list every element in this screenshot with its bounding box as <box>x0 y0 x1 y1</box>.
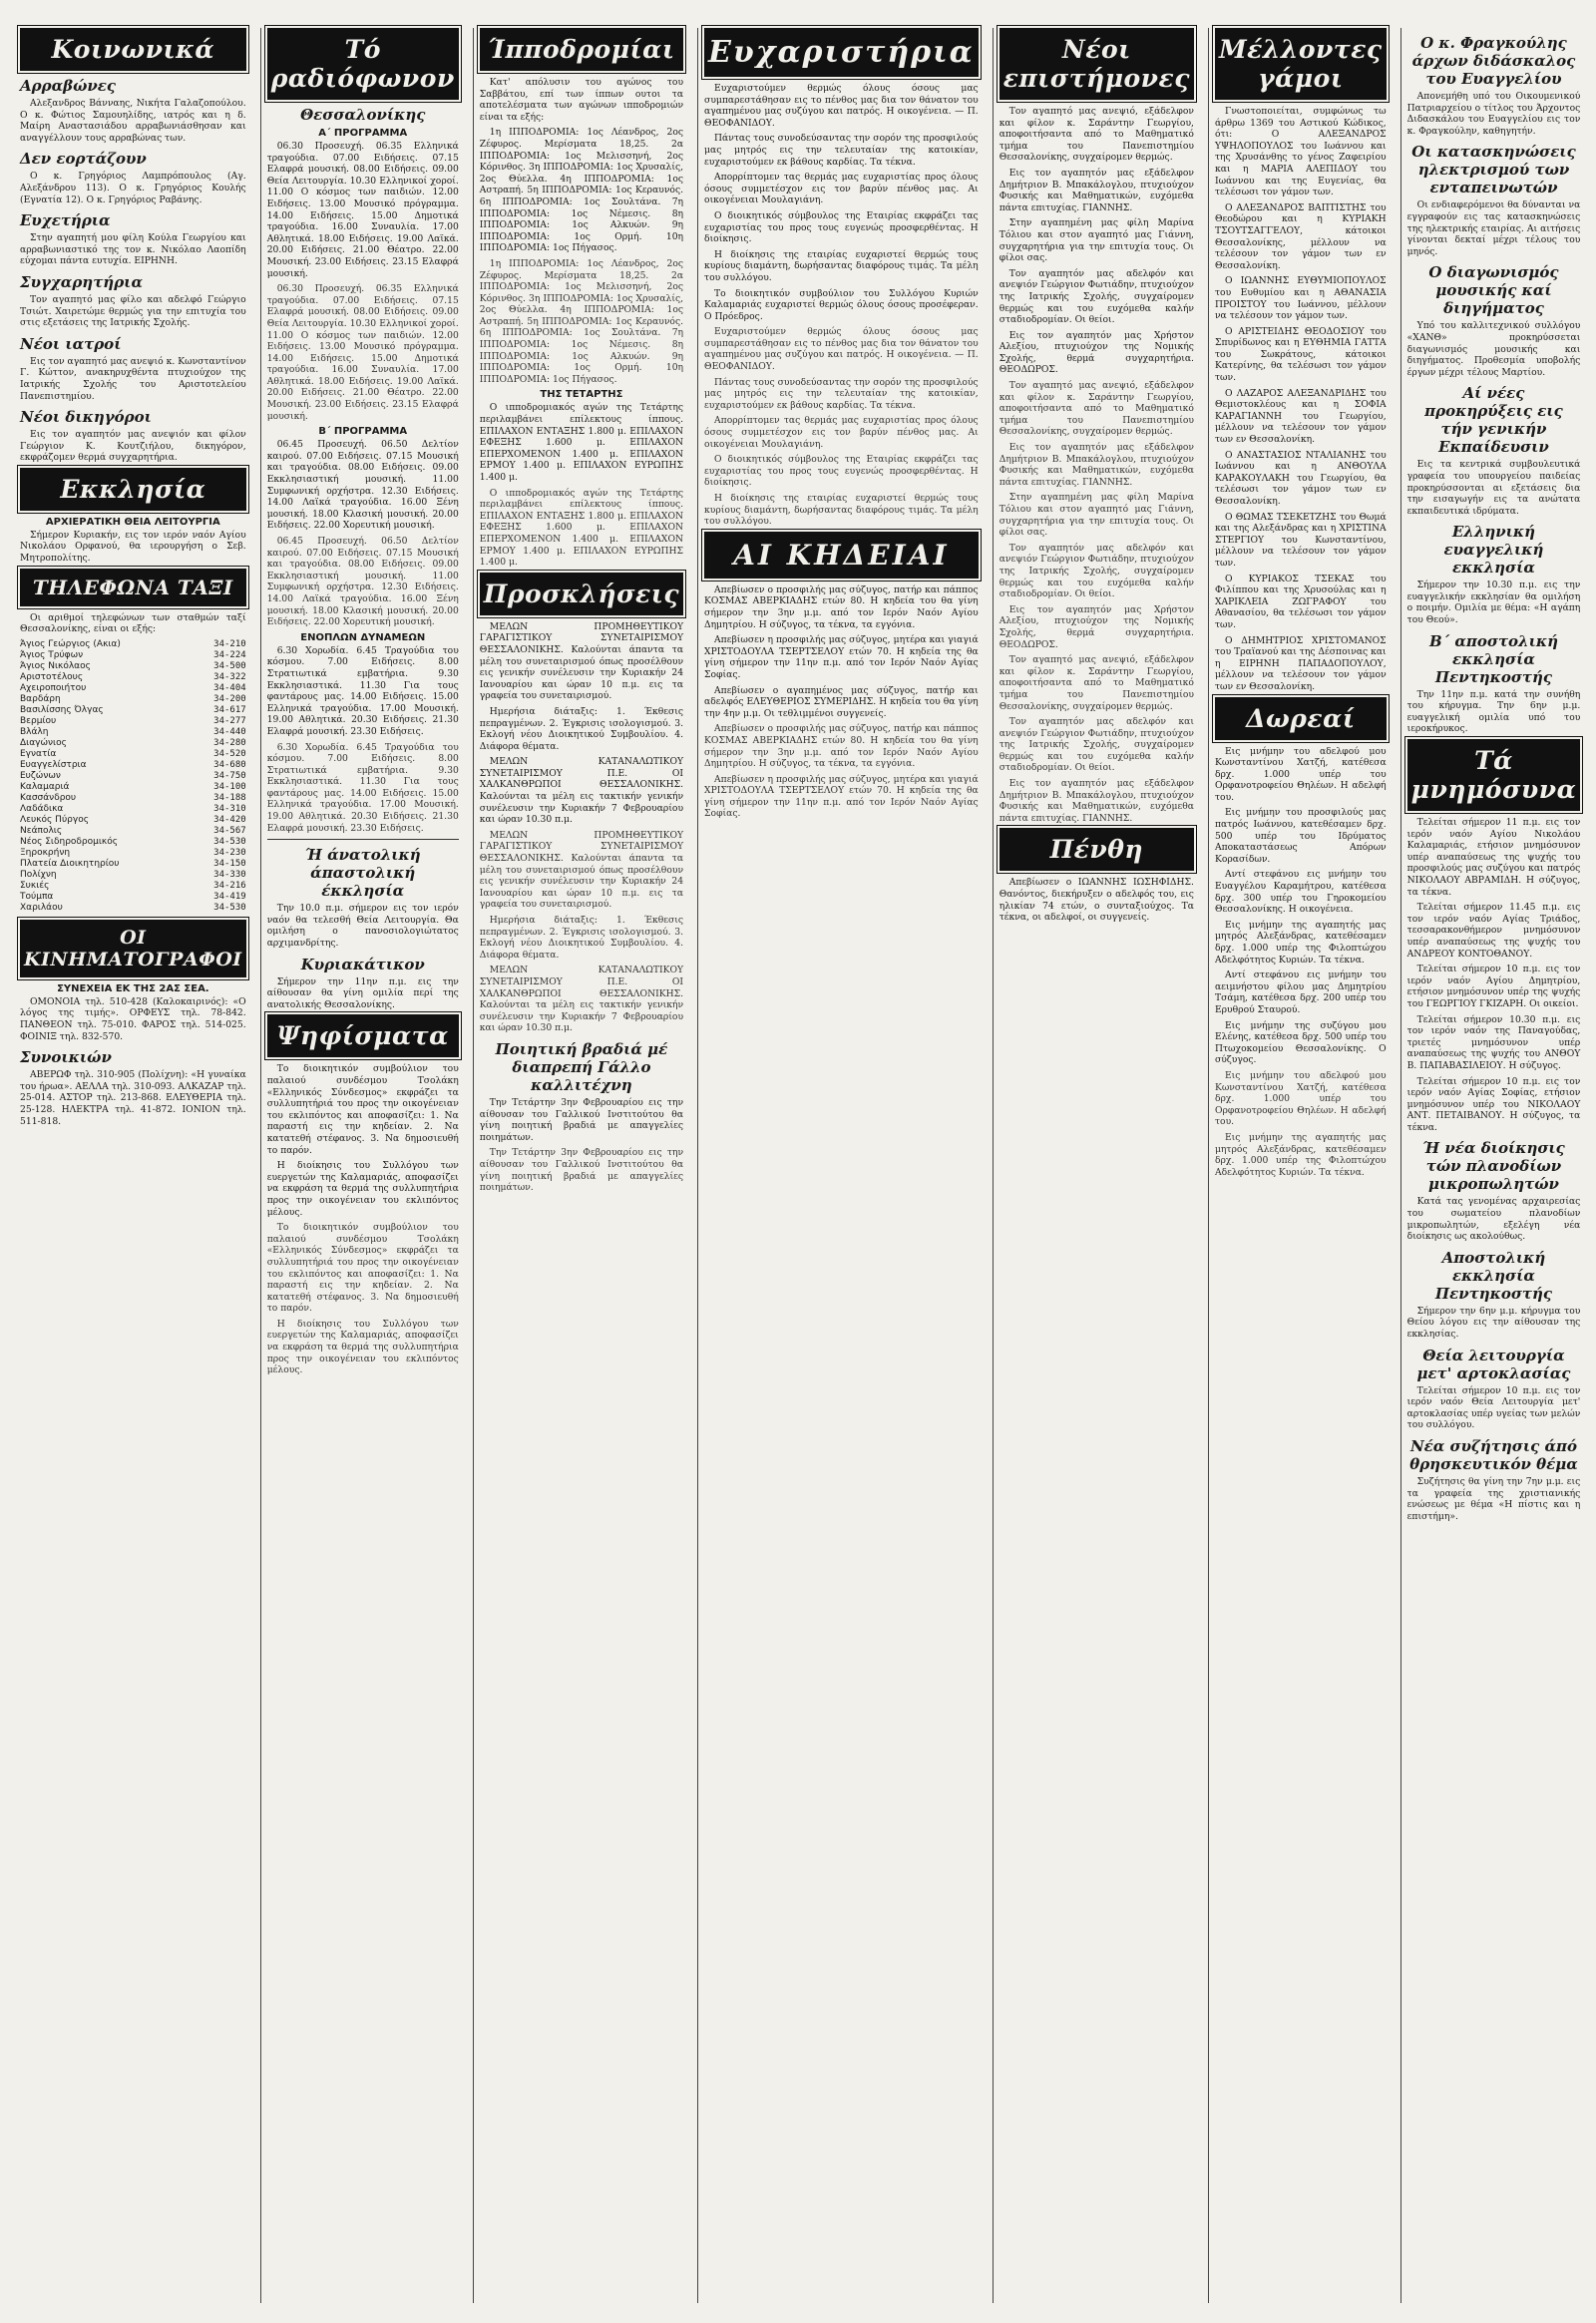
heading-vendors: Ή νέα διοίκησις τών πλανοδίων μικροπωλητών <box>1422 1139 1565 1194</box>
taxi-station-name: Άγιος Νικόλαος <box>20 660 91 671</box>
heading-eastern-church: Ή άνατολική άπαστολική έκκλησία <box>304 846 421 901</box>
taxi-phone-number: 34-530 <box>213 836 246 847</box>
text-funeral-cont-1: Απεβίωσεν ο προσφιλής μας σύζυγος, πατήρ και πάππος ΚΟΣΜΑΣ ΑΒΕΡΚΙΑΔΗΣ ετών 80. Η κηδεία του θα γίνη σήμερον την 3ην μ.μ. από τον Ιερόν Ναόν Αγίου Δημητρίου. Η σύζυγος, τα τέκνα, τα εγγόνια. <box>704 723 979 770</box>
taxi-row <box>20 782 246 793</box>
banner-memorials: Τά μνημόσυνα <box>1407 739 1581 811</box>
taxi-phone-number: 34-330 <box>213 869 246 880</box>
text-program-b-cont: 06.45 Προσευχή. 06.50 Δελτίον καιρού. 07.00 Ειδήσεις. 07.15 Μουσική και τραγούδια. 08.00 Ειδήσεις. 09.00 Εκκλησιαστική μουσική. 11.00 Συμφωνική ορχήστρα. 12.30 Ειδήσεις. 14.00 Λαϊκά τραγούδια. 16.00 Ξένη μουσική. 18.00 Κλασική μουσική. 20.00 Ειδήσεις. 22.00 Χορευτική μουσική. <box>266 536 459 628</box>
taxi-phone-number: 34-500 <box>213 660 246 671</box>
column-6 <box>1208 28 1393 2303</box>
banner-invitations: Προσκλήσεις <box>480 573 683 615</box>
banner-mourning: Πένθη <box>999 828 1194 871</box>
taxi-row <box>20 826 246 837</box>
column-1 <box>14 28 252 2303</box>
text-wednesday: Ο ιπποδρομιακός αγών της Τετάρτης περιλαμβάνει επίλεκτους ίππους. ΕΠΙΛΑΧΟΝ ΕΝΤΑΞΗΣ 1.800 μ. ΕΠΙΛΑΧΟΝ ΕΦΕΞΗΣ 1.600 μ. ΕΠΙΛΑΧΟΝ ΕΠΕΡΧΟΜΕΝΟΝ 1.400 μ. ΕΠΙΛΑΧΟΝ ΕΡΜΟΥ 1.400 μ. ΕΠΙΛΑΧΟΝ ΕΥΡΩΠΗΣ 1.400 μ. <box>479 402 684 483</box>
text-wedding-6: Ο ΑΝΑΣΤΑΣΙΟΣ ΝΤΑΛΙΑΝΗΣ του Ιωάννου και η ΑΝΘΟΥΛΑ ΚΑΡΑΚΟΥΛΑΚΗ του Γεωργίου, θα τελέσωσι τον γάμον των εν Θεσσαλονίκη. <box>1214 449 1387 507</box>
banner-radio: Τό ραδιόφωνον <box>267 28 459 100</box>
heading-lawyers: Νέοι δικηγόροι <box>20 408 152 427</box>
text-thanks: Στην αγαπητή μου φίλη Κούλα Γεωργίου και αρραβωνιαστικό της τον κ. Νικόλαο Λαοπίδη εύχομαι πάντα ευτυχία. ΕΙΡΗΝΗ. <box>20 232 246 267</box>
heading-education: Αί νέες προκηρύξεις εις τήν γενικήν Εκπαίδευσιν <box>1424 384 1563 457</box>
text-wedding-7: Ο ΘΩΜΑΣ ΤΣΕΚΕΤΖΗΣ του Θωμά και της Αλεξάνδρας και η ΧΡΙΣΤΙΝΑ ΣΤΕΡΓΙΟΥ του Κωνσταντίνου, μέλλουν να τελέσουν τον γάμον των. <box>1214 511 1387 569</box>
taxi-station-name: Άγιος Γεώργιος (Ακια) <box>20 638 121 649</box>
taxi-station-name: Καλαμαριά <box>20 781 70 792</box>
text-discussion: Συζήτησις θα γίνη την 7ην μ.μ. εις τα γραφεία της χριστιανικής ενώσεως με θέμα «Η πίστις και η επιστήμη». <box>1406 1476 1581 1522</box>
taxi-phone-number: 34-567 <box>213 825 246 836</box>
heading-congrats: Συγχαρητήρια <box>20 272 143 291</box>
taxi-phone-number: 34-530 <box>213 902 246 913</box>
heading-sunday: Κυριακάτικον <box>300 955 425 973</box>
taxi-station-name: Ευζώνων <box>20 770 61 781</box>
text-archon: Απονεμήθη υπό του Οικουμενικού Πατριαρχείου ο τίτλος του Άρχοντος Διδασκάλου του Ευαγγελίου εις τον κ. Φραγκούλην, καθηγητήν. <box>1406 91 1581 137</box>
taxi-phone-number: 34-404 <box>213 682 246 693</box>
text-suburbs: ΑΒΕΡΩΦ τηλ. 310-905 (Πολίχνη): «Η γυναίκα του ήρωα». ΑΕΛΛΑ τηλ. 310-093. ΑΛΚΑΖΑΡ τηλ. 25-014. ΑΣΤΟΡ τηλ. 213-868. ΕΛΕΥΘΕΡΙΑ τηλ. 25-128. ΗΛΕΚΤΡΑ τηλ. 41-872. ΙΟΝΙΟΝ τηλ. 511-818. <box>20 1069 246 1127</box>
taxi-row <box>20 661 246 672</box>
sub-armed-forces: ΕΝΟΠΛΩΝ ΔΥΝΑΜΕΩΝ <box>300 631 426 643</box>
text-scientist-5: Εις τον αγαπητόν μας Χρήστον Αλεξίου, πτυχιούχον της Νομικής Σχολής, θερμά συγχαρητήρια. ΘΕΟΔΩΡΟΣ. <box>998 329 1194 376</box>
taxi-phone-number: 34-750 <box>213 770 246 781</box>
text-thanks-2: Πάντας τους συνοδεύσαντας την σορόν της προσφιλούς μας μητρός εις την τελευταίαν της κατοικίαν, ευχαριστούμεν εκ βάθους καρδίας. Τα τέκνα. <box>704 133 979 168</box>
taxi-station-name: Κασσάνδρου <box>20 792 77 803</box>
text-donation-3: Αντί στεφάνου εις μνήμην του Ευαγγέλου Καραμήτρου, κατέθεσα δρχ. 300 υπέρ του Γηροκομείου Θεσσαλονίκης. Η οικογένεια. <box>1214 869 1387 916</box>
text-congrats: Τον αγαπητό μας φίλο και αδελφό Γεώργιο Τσιώτ. Χαιρετώμε θερμώς για την επιτυχία του στις εξετάσεις της Ιατρικής Σχολής. <box>20 293 246 329</box>
taxi-row <box>20 672 246 683</box>
heading-liturgy: Θεία λειτουργία μετ' αρτοκλασίας <box>1416 1346 1571 1382</box>
taxi-station-name: Βασιλίσσης Όλγας <box>20 704 104 715</box>
text-camps: Οι ενδιαφερόμενοι θα δύνανται να εγγραφούν εις τας κατασκηνώσεις της ηλεκτρικής εταιρίας. Αι αιτήσεις γίνονται δεκταί μέχρι τέλους του μηνός. <box>1406 199 1581 257</box>
text-memorial-3: Τελείται σήμερον 10 π.μ. εις τον ιερόν ναόν Αγίου Δημητρίου, ετήσιον μνημόσυνον υπέρ της ψυχής του ΓΕΩΡΓΙΟΥ ΓΚΙΖΑΡΗ. Οι οικείοι. <box>1406 964 1581 1009</box>
taxi-phone-number: 34-277 <box>213 715 246 726</box>
taxi-row <box>20 892 246 903</box>
text-vendors: Κατά τας γενομένας αρχαιρεσίας του σωματείου πλανοδίων μικροπωλητών, εξελέγη νέα διοίκησις ως ακολούθως. <box>1406 1196 1581 1243</box>
columns <box>14 28 1582 2303</box>
text-program-a: 06.30 Προσευχή. 06.35 Ελληνικά τραγούδια. 07.00 Ειδήσεις. 07.15 Ελαφρά μουσική. 08.00 Ειδήσεις. 09.00 Θεία Λειτουργία. 10.30 Ελληνικοί χοροί. 11.00 Ο κόσμος των παιδιών. 12.00 Ειδήσεις. 13.00 Μουσικό πρόγραμμα. 14.00 Ειδήσεις. 15.00 Δημοτικά τραγούδια. 16.00 Συναυλία. 17.00 Αθλητικά. 18.00 Ειδήσεις. 19.00 Λαϊκά. 20.00 Ειδήσεις. 21.00 Θέατρο. 22.00 Μουσική. 23.00 Ειδήσεις. 23.15 Ελαφρά μουσική. <box>266 141 459 279</box>
banner-funerals: ΑΙ ΚΗΔΕΙΑΙ <box>704 532 979 579</box>
text-scientist-cont-1: Τον αγαπητό μας ανεψιό, εξάδελφον και φίλον κ. Σαράντην Γεωργίου, αποφοιτήσαντα από το Μαθηματικό τμήμα του Πανεπιστημίου Θεσσαλονίκης, συγχαίρομεν θερμώς. <box>998 380 1194 438</box>
taxi-row <box>20 683 246 694</box>
sub-wednesday: ΤΗΣ ΤΕΤΑΡΤΗΣ <box>540 389 623 401</box>
taxi-row <box>20 848 246 859</box>
taxi-station-name: Νέος Σιδηροδρομικός <box>20 836 118 847</box>
taxi-station-name: Ξηροκρήνη <box>20 847 71 858</box>
text-evangelical: Σήμερον την 10.30 π.μ. εις την ευαγγελικήν εκκλησίαν θα ομιλήση ο ποιμήν. Ομιλία με θέμα: «Η αγάπη του Θεού». <box>1406 580 1581 626</box>
text-funeral-2: Απεβίωσεν η προσφιλής μας σύζυγος, μητέρα και γιαγιά ΧΡΙΣΤΟΔΟΥΛΑ ΤΣΕΡΤΣΕΛΟΥ ετών 70. Η κηδεία της θα γίνη σήμερον την 11ην π.μ. από τον Ιερόν Ναόν Αγίας Σοφίας. <box>704 634 979 680</box>
banner-scientists: Νέοι επιστήμονες <box>999 28 1194 100</box>
text-scientist-cont-4: Τον αγαπητόν μας αδελφόν και ανεψιόν Γεώργιον Φωτιάδην, πτυχιούχον της Ιατρικής Σχολής, συγχαίρομεν θερμώς και του ευχόμεθα καλήν σταδιοδρομίαν. Οι θείοι. <box>998 542 1194 600</box>
taxi-row <box>20 650 246 661</box>
text-donation-cont-2: Εις μνήμην της αγαπητής μας μητρός Αλεξάνδρας, κατεθέσαμεν δρχ. 1.000 υπέρ της Φιλοπτώχου Αδελφότητος Κυριών. Τα τέκνα. <box>1214 1131 1387 1178</box>
text-invitation-cont-2: Ημερήσια διάταξις: 1. Έκθεσις πεπραγμένων. 2. Έγκρισις ισολογισμού. 3. Εκλογή νέου Διοικητικού Συμβουλίου. 4. Διάφορα θέματα. <box>479 915 684 961</box>
text-engaged: Αλεξανδρος Βάνναης, Νικήτα Γαλαζοπούλου. Ο κ. Φώτιος Σαμουηλίδης, ιατρός και η δ. Μαίρη Αναστασιάδου αρραβωνιάσθησαν και αναγγέλλουν τους αρραβώνας των. <box>20 98 246 144</box>
text-thanks-cont-1: Ευχαριστούμεν θερμώς όλους όσους μας συμπαρεστάθησαν εις το πένθος μας δια τον θάνατον του αγαπημένου μας συζύγου και πατρός. Η οικογένεια. — Π. ΘΕΟΦΑΝΙΔΟΥ. <box>704 326 979 373</box>
text-thanks-1: Ευχαριστούμεν θερμώς όλους όσους μας συμπαρεστάθησαν εις το πένθος μας δια τον θάνατον του αγαπημένου μας συζύγου και πατρός. Η οικογένεια. — Π. ΘΕΟΦΑΝΙΔΟΥ. <box>704 83 979 129</box>
text-invitation-cont: ΜΕΛΩΝ ΠΡΟΜΗΘΕΥΤΙΚΟΥ ΓΑΡΑΓΙΣΤΙΚΟΥ ΣΥΝΕΤΑΙΡΙΣΜΟΥ ΘΕΣΣΑΛΟΝΙΚΗΣ. Καλούνται άπαντα τα μέλη του συνεταιρισμού όπως προσέλθουν εις γενικήν συνέλευσιν την Κυριακήν 24 Ιανουαρίου και ώραν 10 π.μ. εις τα γραφεία του συνεταιρισμού. <box>479 829 684 911</box>
text-invitation-agenda: Ημερήσια διάταξις: 1. Έκθεσις πεπραγμένων. 2. Έγκρισις ισολογισμού. 3. Εκλογή νέου Διοικητικού Συμβουλίου. 4. Διάφορα θέματα. <box>479 705 684 752</box>
text-thanks-6: Το διοικητικόν συμβούλιον του Συλλόγου Κυριών Καλαμαριάς ευχαριστεί θερμώς όλους όσους προσέφεραν. Ο Πρόεδρος. <box>704 287 979 322</box>
taxi-row <box>20 705 246 716</box>
text-memorial-1: Τελείται σήμερον 11 π.μ. εις τον ιερόν ναόν Αγίου Νικολάου Καλαμαριάς, ετήσιον μνημόσυνον υπέρ αναπαύσεως της ψυχής του προσφιλούς μας συζύγου και πατρός ΝΙΚΟΛΑΟΥ ΑΒΡΑΜΙΔΗ. Η σύζυγος, τα τέκνα. <box>1406 817 1581 898</box>
text-invitation-2: ΜΕΛΩΝ ΚΑΤΑΝΑΛΩΤΙΚΟΥ ΣΥΝΕΤΑΙΡΙΣΜΟΥ Π.Ε. ΟΙ ΧΑΛΚΑΝΘΡΩΠΟΙ ΘΕΣΣΑΛΟΝΙΚΗΣ. Καλούνται τα μέλη εις τακτικήν γενικήν συνέλευσιν την Κυριακήν 7 Φεβρουαρίου και ώραν 10.30 π.μ. <box>479 756 684 826</box>
taxi-station-name: Χαριλάου <box>20 902 63 913</box>
text-thanks-cont-4: Ο διοικητικός σύμβουλος της Εταιρίας εκφράζει τας ευχαριστίας του προς τους ευγενώς προσφερθέντας. Η διοίκησις. <box>704 454 979 489</box>
text-donation-1: Εις μνήμην του αδελφού μου Κωνσταντίνου Χατζή, κατέθεσα δρχ. 1.000 υπέρ του Ορφανοτροφείου Θηλέων. Η αδελφή του. <box>1214 745 1387 803</box>
text-wedding-4: Ο ΑΡΙΣΤΕΙΔΗΣ ΘΕΟΔΟΣΙΟΥ του Σπυρίδωνος και η ΕΥΘΗΜΙΑ ΓΑΤΤΑ του Σωκράτους, κάτοικοι Κατερίνης, θα τελέσωσι τον γάμον των. <box>1214 325 1387 384</box>
taxi-row <box>20 727 246 738</box>
text-donation-6: Εις μνήμην της συζύγου μου Ελένης, κατέθεσα δρχ. 500 υπέρ του Πτωχοκομείου Θεσσαλονίκης. Ο σύζυγος. <box>1214 1019 1387 1066</box>
text-scientist-cont-6: Τον αγαπητό μας ανεψιό, εξάδελφον και φίλον κ. Σαράντην Γεωργίου, αποφοιτήσαντα από το Μαθηματικό τμήμα του Πανεπιστημίου Θεσσαλονίκης, συγχαίρομεν θερμώς. <box>998 654 1194 712</box>
text-taxi-intro: Οι αριθμοί τηλεφώνων των σταθμών ταξί Θεσσαλονίκης, είναι οι εξής: <box>20 611 246 635</box>
text-scientist-cont-8: Εις τον αγαπητόν μας εξάδελφον Δημήτριον Β. Μπακάλογλου, πτυχιούχον Φυσικής και Μαθηματικών, ευχόμεθα πάντα επιτυχίας. ΓΙΑΝΝΗΣ. <box>998 778 1194 824</box>
text-invitation: ΜΕΛΩΝ ΠΡΟΜΗΘΕΥΤΙΚΟΥ ΓΑΡΑΓΙΣΤΙΚΟΥ ΣΥΝΕΤΑΙΡΙΣΜΟΥ ΘΕΣΣΑΛΟΝΙΚΗΣ. Καλούνται άπαντα τα μέλη του συνεταιρισμού όπως προσέλθουν εις γενικήν συνέλευσιν την Κυριακήν 24 Ιανουαρίου και ώραν 10 π.μ. εις τα γραφεία του συνεταιρισμού. <box>479 620 684 702</box>
taxi-station-name: Λαδάδικα <box>20 803 64 814</box>
taxi-station-name: Διαγώνιος <box>20 737 67 748</box>
text-thanks-5: Η διοίκησις της εταιρίας ευχαριστεί θερμώς τους κυρίους διαμάντη, δωρήσαντας διαφόρους τιμάς. Τα μέλη του συλλόγου. <box>704 248 979 283</box>
heading-thanks: Ευχετήρια <box>20 211 111 230</box>
taxi-station-name: Πολίχνη <box>20 869 57 880</box>
taxi-station-name: Πλατεία Διοικητηρίου <box>20 858 120 869</box>
text-church: Σήμερον Κυριακήν, εις τον ιερόν ναόν Αγίου Νικολάου Ορφανού, θα ιερουργήση ο Σεβ. Μητροπολίτης. <box>20 529 246 565</box>
text-thanks-4: Ο διοικητικός σύμβουλος της Εταιρίας εκφράζει τας ευχαριστίας του προς τους ευγενώς προσφερθέντας. Η διοίκησις. <box>704 209 979 245</box>
text-resolution-2: Η διοίκησις του Συλλόγου των ευεργετών της Καλαμαριάς, αποφασίζει να εκφράση τα θερμά της συλλυπητήρια προς την οικογένειαν του εκλιπόντος μέλους. <box>266 1160 459 1218</box>
heading-camps: Οι κατασκηνώσεις ηλεκτρισμού των ενταπεινωτών <box>1411 143 1576 197</box>
taxi-phone-number: 34-210 <box>213 638 246 649</box>
heading-suburbs: Συνοικιών <box>20 1048 112 1067</box>
text-resolution-cont: Το διοικητικόν συμβούλιον του παλαιού συνδέσμου Τσολάκη «Ελληνικός Σύνδεσμος» εκφράζει τα συλλυπητήριά του προς την οικογένειαν του εκλιπόντος και αποφασίζει: 1. Να παραστή εις την κηδείαν. 2. Να κατατεθή στέφανος. 3. Να δημοσιευθή το παρόν. <box>266 1222 459 1315</box>
heading-newgrads: Νέοι ιατροί <box>20 334 122 353</box>
taxi-station-name: Βλάλη <box>20 726 49 737</box>
text-apostolic: Σήμερον την 6ην μ.μ. κήρυγμα του Θείου λόγου εις την αίθουσαν της εκκλησίας. <box>1406 1305 1581 1341</box>
text-scientist-cont-2: Εις τον αγαπητόν μας εξάδελφον Δημήτριον Β. Μπακάλογλου, πτυχιούχον Φυσικής και Μαθηματικών, ευχόμεθα πάντα επιτυχίας. ΓΙΑΝΝΗΣ. <box>998 442 1194 488</box>
taxi-row <box>20 716 246 727</box>
text-resolution: Το διοικητικόν συμβούλιον του παλαιού συνδέσμου Τσολάκη «Ελληνικός Σύνδεσμος» εκφράζει τα συλλυπητήριά του προς την οικογένειαν του εκλιπόντος και αποφασίζει: 1. Να παραστή εις την κηδείαν. 2. Να κατατεθή στέφανος. 3. Να δημοσιευθή το παρόν. <box>266 1063 459 1156</box>
column-4 <box>697 28 985 2303</box>
banner-weddings: Μέλλοντες γάμοι <box>1215 28 1387 100</box>
taxi-row <box>20 694 246 705</box>
sub-church: ΑΡΧΙΕΡΑΤΙΚΗ ΘΕΙΑ ΛΕΙΤΟΥΡΓΙΑ <box>45 516 220 528</box>
taxi-station-name: Βερμίου <box>20 715 57 726</box>
text-armed-forces: 6.30 Χορωδία. 6.45 Τραγούδια του κόσμου. 7.00 Ειδήσεις. 8.00 Στρατιωτικά εμβατήρια. 9.30 Εκκλησιαστικά. 11.30 Για τους φαντάρους μας. 14.00 Ειδήσεις. 15.00 Ελληνικά τραγούδια. 17.00 Μουσική. 19.00 Αθλητικά. 20.30 Ειδήσεις. 21.30 Ελαφρά μουσική. 23.30 Ειδήσεις. <box>266 644 459 737</box>
text-eastern-church: Την 10.0 π.μ. σήμερον εις τον ιερόν ναόν θα τελεσθή Θεία Λειτουργία. Θα ομιλήση ο πανοσιολογιώτατος αρχιμανδρίτης. <box>266 903 459 950</box>
taxi-row <box>20 738 246 749</box>
taxi-phone-number: 34-520 <box>213 748 246 759</box>
text-resolution-cont-2: Η διοίκησις του Συλλόγου των ευεργετών της Καλαμαριάς, αποφασίζει να εκφράση τα θερμά της συλλυπητήρια προς την οικογένειαν του εκλιπόντος μέλους. <box>266 1318 459 1376</box>
taxi-row <box>20 749 246 760</box>
taxi-phone-number: 34-200 <box>213 693 246 704</box>
text-donation-2: Εις μνήμην του προσφιλούς μας πατρός Ιωάννου, κατεθέσαμεν δρχ. 500 υπέρ του Ιδρύματος Αποκαταστάσεως Απόρων Κορασίδων. <box>1214 807 1387 865</box>
text-donation-5: Αντί στεφάνου εις μνήμην του αειμνήστου φίλου μας Δημητρίου Τσάμη, κατέθεσα δρχ. 200 υπέρ του Ερυθρού Σταυρού. <box>1214 969 1387 1015</box>
heading-apostolic: Αποστολική εκκλησία Πεντηκοστής <box>1434 1248 1553 1303</box>
taxi-row <box>20 639 246 650</box>
banner-donations: Δωρεαί <box>1215 697 1387 740</box>
taxi-row <box>20 771 246 782</box>
taxi-phone-number: 34-310 <box>213 803 246 814</box>
text-invitation-cont-3: ΜΕΛΩΝ ΚΑΤΑΝΑΛΩΤΙΚΟΥ ΣΥΝΕΤΑΙΡΙΣΜΟΥ Π.Ε. ΟΙ ΧΑΛΚΑΝΘΡΩΠΟΙ ΘΕΣΣΑΛΟΝΙΚΗΣ. Καλούνται τα μέλη εις τακτικήν γενικήν συνέλευσιν την Κυριακήν 7 Φεβρουαρίου και ώραν 10.30 π.μ. <box>479 965 684 1034</box>
taxi-phone-number: 34-230 <box>213 847 246 858</box>
sub-program-a: Α΄ ΠΡΟΓΡΑΜΜΑ <box>318 128 408 139</box>
text-memorial-4: Τελείται σήμερον 10.30 π.μ. εις τον ιερόν ναόν της Παναγούδας, τριετές μνημόσυνον υπέρ αναπαύσεως της ψυχής του ΑΝΘΟΥ Β. ΠΑΠΑΒΑΣΙΛΕΙΟΥ. Η σύζυγος. <box>1406 1013 1581 1071</box>
text-wedding-3: Ο ΙΩΑΝΝΗΣ ΕΥΘΥΜΙΟΠΟΥΛΟΣ του Ευθυμίου και η ΑΘΑΝΑΣΙΑ ΠΡΟΙΣΤΟΥ του Ιωάννου, μέλλουν να τελέσουν τον γάμον των. <box>1214 275 1387 322</box>
text-scientist-3: Στην αγαπημένη μας φίλη Μαρίνα Τόλιου και στον αγαπητό μας Γιάννη, συγχαρητήρια για την επιτυχία τους. Οι φίλοι σας. <box>998 217 1194 264</box>
text-cinema: ΟΜΟΝΟΙΑ τηλ. 510-428 (Καλοκαιρινός): «Ο λόγος της τιμής». ΟΡΦΕΥΣ τηλ. 78-842. ΠΑΝΘΕΟΝ τηλ. 75-010. ΦΑΡΟΣ τηλ. 514-025. ΦΟΙΝΙΞ τηλ. 832-570. <box>20 995 246 1042</box>
taxi-station-name: Ευαγγελίστρια <box>20 759 87 770</box>
heading-pentecost: Β΄ αποστολική εκκλησία Πεντηκοστής <box>1428 631 1558 686</box>
text-funeral-1: Απεβίωσεν ο προσφιλής μας σύζυγος, πατήρ και πάππος ΚΟΣΜΑΣ ΑΒΕΡΚΙΑΔΗΣ ετών 80. Η κηδεία του θα γίνη σήμερον την 3ην μ.μ. από τον Ιερόν Ναόν Αγίου Δημητρίου. Η σύζυγος, τα τέκνα, τα εγγόνια. <box>704 583 979 630</box>
text-wedding-2: Ο ΑΛΕΞΑΝΔΡΟΣ ΒΑΠΤΙΣΤΗΣ του Θεοδώρου και η ΚΥΡΙΑΚΗ ΤΣΟΥΤΣΑΓΓΕΛΟΥ, κάτοικοι Θεσσαλονίκης, μέλλουν να τελέσουν τον γάμον των εν Θεσσαλονίκη. <box>1214 201 1387 271</box>
text-scientist-1: Τον αγαπητό μας ανεψιό, εξάδελφον και φίλον κ. Σαράντην Γεωργίου, αποφοιτήσαντα από το Μαθηματικό τμήμα του Πανεπιστημίου Θεσσαλονίκης, συγχαίρομεν θερμώς. <box>998 106 1194 164</box>
text-race-results-cont: 1η ΙΠΠΟΔΡΟΜΙΑ: 1ος Λέανδρος, 2ος Ζέφυρος. Μερίσματα 18,25. 2α ΙΠΠΟΔΡΟΜΙΑ: 1ος Μελισσηνή, 2ος Κόρινθος. 3η ΙΠΠΟΔΡΟΜΙΑ: 1ος Χρυσαλίς, 2ος Θύελλα. 4η ΙΠΠΟΔΡΟΜΙΑ: 1ος Αστραπή. 5η ΙΠΠΟΔΡΟΜΙΑ: 1ος Κεραυνός. 6η ΙΠΠΟΔΡΟΜΙΑ: 1ος Σουλτάνα. 7η ΙΠΠΟΔΡΟΜΙΑ: 1ος Νέμεσις. 8η ΙΠΠΟΔΡΟΜΙΑ: 1ος Αλκυών. 9η ΙΠΠΟΔΡΟΜΙΑ: 1ος Ορμή. 10η ΙΠΠΟΔΡΟΜΙΑ: 1ος Πήγασος. <box>479 257 684 385</box>
taxi-row <box>20 804 246 815</box>
text-wedding-1: Γνωστοποιείται, συμφώνως τω άρθρω 1369 του Αστικού Κώδικος, ότι: Ο ΑΛΕΞΑΝΔΡΟΣ ΥΨΗΛΟΠΟΥΛΟΣ του Ιωάννου και της Χρυσάνθης το γένος Ζαφειρίου και η ΜΑΡΙΑ ΑΛΕΠΙΔΟΥ του Ιωάννου και της Ευγενίας, θα τελέσωσι τον γάμον των. <box>1214 106 1387 198</box>
taxi-phone-number: 34-680 <box>213 759 246 770</box>
text-thanks-3: Απορρίπτομεν τας θερμάς μας ευχαριστίας προς όλους όσους συμμετέσχον εις τον βαρύν πένθος μας. Αι οικογένειαι Μουλαγιάνη. <box>704 172 979 206</box>
text-donation-4: Εις μνήμην της αγαπητής μας μητρός Αλεξάνδρας, κατεθέσαμεν δρχ. 1.000 υπέρ της Φιλοπτώχου Αδελφότητος Κυριών. Τα τέκνα. <box>1214 919 1387 966</box>
heading-discussion: Νέα συζήτησις άπό θρησκευτικόν θέμα <box>1409 1437 1578 1473</box>
taxi-phone-number: 34-440 <box>213 726 246 737</box>
taxi-station-name: Τούμπα <box>20 891 54 902</box>
text-races: Κατ' απόλυσιν του αγώνος του Σαββάτου, επί των ίππων ουτοι τα αποτελέσματα των αγώνων ιπποδρομιών είναι τα εξής: <box>479 77 684 123</box>
heading-poetry: Ποιητική βραδιά μέ διαπρεπή Γάλλο καλλιτέχνη <box>495 1039 668 1094</box>
taxi-station-name: Εγνατία <box>20 748 57 759</box>
banner-taxi: ΤΗΛΕΦΩΝΑ ΤΑΞΙ <box>20 569 246 606</box>
taxi-phone-number: 34-216 <box>213 880 246 891</box>
banner-races: Ίπποδρομίαι <box>480 28 683 71</box>
taxi-station-name: Αριστοτέλους <box>20 671 84 682</box>
taxi-row <box>20 760 246 771</box>
text-race-results: 1η ΙΠΠΟΔΡΟΜΙΑ: 1ος Λέανδρος, 2ος Ζέφυρος. Μερίσματα 18,25. 2α ΙΠΠΟΔΡΟΜΙΑ: 1ος Μελισσηνή, 2ος Κόρινθος. 3η ΙΠΠΟΔΡΟΜΙΑ: 1ος Χρυσαλίς, 2ος Θύελλα. 4η ΙΠΠΟΔΡΟΜΙΑ: 1ος Αστραπή. 5η ΙΠΠΟΔΡΟΜΙΑ: 1ος Κεραυνός. 6η ΙΠΠΟΔΡΟΜΙΑ: 1ος Σουλτάνα. 7η ΙΠΠΟΔΡΟΜΙΑ: 1ος Νέμεσις. 8η ΙΠΠΟΔΡΟΜΙΑ: 1ος Αλκυών. 9η ΙΠΠΟΔΡΟΜΙΑ: 1ος Ορμή. 10η ΙΠΠΟΔΡΟΜΙΑ: 1ος Πήγασος. <box>479 127 684 254</box>
heading-nonames: Δεν εορτάζουν <box>20 150 147 169</box>
taxi-row <box>20 815 246 826</box>
banner-cinema: ΟΙ ΚΙΝΗΜΑΤΟΓΡΑΦΟΙ <box>20 920 246 977</box>
banner-social: Κοινωνικά <box>20 28 246 71</box>
text-wedding-5: Ο ΛΑΖΑΡΟΣ ΑΛΕΞΑΝΔΡΙΔΗΣ του Θεμιστοκλέους και η ΣΟΦΙΑ ΚΑΡΑΓΙΑΝΝΗ του Γεωργίου, μέλλουν να τελέσουν τον γάμον των εν Θεσσαλονίκη. <box>1214 387 1387 446</box>
banner-resolutions: Ψηφίσματα <box>267 1014 459 1057</box>
heading-thessaloniki: Θεσσαλονίκης <box>300 106 426 124</box>
text-nonames: Ο κ. Γρηγόριος Λαμπρόπουλος (Αγ. Αλεξάνδρου 113). Ο κ. Γρηγόριος Κουλής (Εγνατία 12). Ο κ. Γρηγόριος Ραβάνης. <box>20 171 246 205</box>
text-memorial-2: Τελείται σήμερον 11.45 π.μ. εις τον ιερόν ναόν Αγίας Τριάδος, τεσσαρακονθήμερον μνημόσυνον υπέρ αναπαύσεως της ψυχής του ΑΝΔΡΕΟΥ ΚΟΝΤΟΘΑΝΟΥ. <box>1406 902 1581 960</box>
taxi-phone-number: 34-419 <box>213 891 246 902</box>
text-scientist-4: Τον αγαπητόν μας αδελφόν και ανεψιόν Γεώργιον Φωτιάδην, πτυχιούχον της Ιατρικής Σχολής, συγχαίρομεν θερμώς και του ευχόμεθα καλήν σταδιοδρομίαν. Οι θείοι. <box>998 267 1194 326</box>
text-program-b: 06.45 Προσευχή. 06.50 Δελτίον καιρού. 07.00 Ειδήσεις. 07.15 Μουσική και τραγούδια. 08.00 Ειδήσεις. 09.00 Εκκλησιαστική μουσική. 11.00 Συμφωνική ορχήστρα. 12.30 Ειδήσεις. 14.00 Λαϊκά τραγούδια. 16.00 Ξένη μουσική. 18.00 Κλασική μουσική. 20.00 Ειδήσεις. 22.00 Χορευτική μουσική. <box>266 439 459 532</box>
text-funeral-cont-2: Απεβίωσεν η προσφιλής μας σύζυγος, μητέρα και γιαγιά ΧΡΙΣΤΟΔΟΥΛΑ ΤΣΕΡΤΣΕΛΟΥ ετών 70. Η κηδεία της θα γίνη σήμερον την 11ην π.μ. από τον Ιερόν Ναόν Αγίας Σοφίας. <box>704 773 979 820</box>
text-poetry: Την Τετάρτην 3ην Φεβρουαρίου εις την αίθουσαν του Γαλλικού Ινστιτούτου θα γίνη ποιητική βραδιά με απαγγελίες ποιημάτων. <box>479 1096 684 1143</box>
text-program-a-cont: 06.30 Προσευχή. 06.35 Ελληνικά τραγούδια. 07.00 Ειδήσεις. 07.15 Ελαφρά μουσική. 08.00 Ειδήσεις. 09.00 Θεία Λειτουργία. 10.30 Ελληνικοί χοροί. 11.00 Ο κόσμος των παιδιών. 12.00 Ειδήσεις. 13.00 Μουσικό πρόγραμμα. 14.00 Ειδήσεις. 15.00 Δημοτικά τραγούδια. 16.00 Συναυλία. 17.00 Αθλητικά. 18.00 Ειδήσεις. 19.00 Λαϊκά. 20.00 Ειδήσεις. 21.00 Θέατρο. 22.00 Μουσική. 23.00 Ειδήσεις. 23.15 Ελαφρά μουσική. <box>266 283 459 422</box>
taxi-station-name: Βαρδάρη <box>20 693 61 704</box>
taxi-row <box>20 870 246 881</box>
sub-program-b: Β΄ ΠΡΟΓΡΑΜΜΑ <box>318 426 408 438</box>
text-mourning: Απεβίωσεν ο ΙΩΑΝΝΗΣ ΙΩΣΗΦΙΔΗΣ. Θανόντος, διεκήρυξεν ο αδελφός του, εις ηλικίαν 74 ετών, ο συνταξιούχος. Τα τέκνα, οι αδελφοί, οι συγγενείς. <box>998 877 1194 924</box>
text-memorial-5: Τελείται σήμερον 10 π.μ. εις τον ιερόν ναόν Αγίας Σοφίας, ετήσιον μνημόσυνον υπέρ του ΝΙΚΟΛΑΟΥ ΑΝΤ. ΠΕΤΑΙΒΑΝΟΥ. Η σύζυγος, τα τέκνα. <box>1406 1075 1581 1133</box>
text-thanks-cont-2: Πάντας τους συνοδεύσαντας την σορόν της προσφιλούς μας μητρός εις την τελευταίαν της κατοικίαν, ευχαριστούμεν εκ βάθους καρδίας. Τα τέκνα. <box>704 376 979 411</box>
text-wednesday-cont: Ο ιπποδρομιακός αγών της Τετάρτης περιλαμβάνει επίλεκτους ίππους. ΕΠΙΛΑΧΟΝ ΕΝΤΑΞΗΣ 1.800 μ. ΕΠΙΛΑΧΟΝ ΕΦΕΞΗΣ 1.600 μ. ΕΠΙΛΑΧΟΝ ΕΠΕΡΧΟΜΕΝΟΝ 1.400 μ. ΕΠΙΛΑΧΟΝ ΕΡΜΟΥ 1.400 μ. ΕΠΙΛΑΧΟΝ ΕΥΡΩΠΗΣ 1.400 μ. <box>479 487 684 569</box>
text-wedding-8: Ο ΚΥΡΙΑΚΟΣ ΤΣΕΚΑΣ του Φιλίππου και της Χρυσούλας και η ΧΑΡΙΚΛΕΙΑ ΖΩΓΡΑΦΟΥ του Αθανασίου, θα τελέσωσι τον γάμον των. <box>1214 573 1387 630</box>
taxi-station-name: Νεάπολις <box>20 825 63 836</box>
taxi-phone-number: 34-188 <box>213 792 246 803</box>
text-education: Εις τα κεντρικά συμβουλευτικά γραφεία του υπουργείου παιδείας προκηρύσσονται αι εξετάσεις δια την εισαγωγήν εις τα ανώτατα εκπαιδευτικά ιδρύματα. <box>1406 459 1581 517</box>
taxi-phone-number: 34-420 <box>213 814 246 825</box>
heading-contest: Ο διαγωνισμός μουσικής καί διηγήματος <box>1428 263 1559 318</box>
taxi-row <box>20 837 246 848</box>
taxi-table <box>20 639 246 914</box>
banner-church: Εκκλησία <box>20 468 246 511</box>
heading-evangelical: Ελληνική ευαγγελική εκκλησία <box>1443 523 1544 578</box>
text-pentecost: Την 11ην π.μ. κατά την συνήθη του κήρυγμα. Την 6ην μ.μ. ευαγγελική ομιλία υπό του ιεροκήρυκος. <box>1406 688 1581 735</box>
text-funeral-3: Απεβίωσεν ο αγαπημένος μας σύζυγος, πατήρ και αδελφός ΕΛΕΥΘΕΡΙΟΣ ΣΥΜΕΡΙΔΗΣ. Η κηδεία του θα γίνη την 4ην μ.μ. Οι τεθλιμμένοι συγγενείς. <box>704 684 979 719</box>
taxi-phone-number: 34-100 <box>213 781 246 792</box>
divider <box>267 839 459 840</box>
text-lawyers: Εις τον αγαπητόν μας ανεψιόν και φίλον Γεώργιον Κ. Κουτζιήλου, δικηγόρον, εκφράζομεν θερμά συγχαρητήρια. <box>20 429 246 464</box>
text-scientist-cont-5: Εις τον αγαπητόν μας Χρήστον Αλεξίου, πτυχιούχον της Νομικής Σχολής, θερμά συγχαρητήρια. ΘΕΟΔΩΡΟΣ. <box>998 603 1194 650</box>
sub-cinema: ΣΥΝΕΧΕΙΑ ΕΚ ΤΗΣ 2ΑΣ ΣΕΑ. <box>57 982 209 994</box>
text-contest: Υπό του καλλιτεχνικού συλλόγου «ΧΑΝΘ» προκηρύσσεται διαγωνισμός μουσικής και διηγήματος. Προθεσμία υποβολής έργων μέχρι τέλους Μαρτίου. <box>1406 320 1581 378</box>
text-donation-cont-1: Εις μνήμην του αδελφού μου Κωνσταντίνου Χατζή, κατέθεσα δρχ. 1.000 υπέρ του Ορφανοτροφείου Θηλέων. Η αδελφή του. <box>1214 1069 1387 1128</box>
text-poetry-cont: Την Τετάρτην 3ην Φεβρουαρίου εις την αίθουσαν του Γαλλικού Ινστιτούτου θα γίνη ποιητική βραδιά με απαγγελίες ποιημάτων. <box>479 1147 684 1194</box>
taxi-phone-number: 34-617 <box>213 704 246 715</box>
text-scientist-cont-3: Στην αγαπημένη μας φίλη Μαρίνα Τόλιου και στον αγαπητό μας Γιάννη, συγχαρητήρια για την επιτυχία τους. Οι φίλοι σας. <box>998 492 1194 539</box>
text-thanks-cont-5: Η διοίκησις της εταιρίας ευχαριστεί θερμώς τους κυρίους διαμάντη, δωρήσαντας διαφόρους τιμάς. Τα μέλη του συλλόγου. <box>704 493 979 528</box>
heading-engaged: Αρραβώνες <box>20 77 117 95</box>
text-scientist-cont-7: Τον αγαπητόν μας αδελφόν και ανεψιόν Γεώργιον Φωτιάδην, πτυχιούχον της Ιατρικής Σχολής, συγχαίρομεν θερμώς και του ευχόμεθα καλήν σταδιοδρομίαν. Οι θείοι. <box>998 716 1194 774</box>
text-liturgy: Τελείται σήμερον 10 π.μ. εις τον ιερόν ναόν Θεία Λειτουργία μετ' αρτοκλασίας υπέρ υγείας των μελών του συλλόγου. <box>1406 1384 1581 1431</box>
column-7 <box>1400 28 1587 2303</box>
taxi-row <box>20 859 246 870</box>
heading-archon: Ο κ. Φραγκούλης άρχων διδάσκαλος του Ευαγγελίου <box>1411 34 1576 88</box>
banner-thanks: Ευχαριστήρια <box>704 28 979 77</box>
column-2 <box>260 28 465 2303</box>
taxi-phone-number: 34-322 <box>213 671 246 682</box>
text-thanks-cont-3: Απορρίπτομεν τας θερμάς μας ευχαριστίας προς όλους όσους συμμετέσχον εις τον βαρύν πένθος μας. Αι οικογένειαι Μουλαγιάνη. <box>704 415 979 450</box>
text-sunday: Σήμερον την 11ην π.μ. εις την αίθουσαν θα γίνη ομιλία περί της ανατολικής Θεσσαλονίκης. <box>266 975 459 1010</box>
taxi-station-name: Αχειροποιήτου <box>20 682 87 693</box>
taxi-station-name: Άγιος Τρύφων <box>20 649 84 660</box>
text-newgrads: Εις τον αγαπητό μας ανεψιό κ. Κωνσταντίνον Γ. Κώττον, ανακηρυχθέντα πτυχιούχον της Ιατρικής Σχολής του Αριστοτελείου Πανεπιστημίου. <box>20 355 246 402</box>
taxi-station-name: Λευκός Πύργος <box>20 814 89 825</box>
taxi-row <box>20 793 246 804</box>
taxi-phone-number: 34-224 <box>213 649 246 660</box>
column-3 <box>473 28 689 2303</box>
text-armed-forces-cont: 6.30 Χορωδία. 6.45 Τραγούδια του κόσμου. 7.00 Ειδήσεις. 8.00 Στρατιωτικά εμβατήρια. 9.30 Εκκλησιαστικά. 11.30 Για τους φαντάρους μας. 14.00 Ειδήσεις. 15.00 Ελληνικά τραγούδια. 17.00 Μουσική. 19.00 Αθλητικά. 20.30 Ειδήσεις. 21.30 Ελαφρά μουσική. 23.30 Ειδήσεις. <box>266 741 459 834</box>
text-scientist-2: Εις τον αγαπητόν μας εξάδελφον Δημήτριον Β. Μπακάλογλου, πτυχιούχον Φυσικής και Μαθηματικών, ευχόμεθα πάντα επιτυχίας. ΓΙΑΝΝΗΣ. <box>998 167 1194 213</box>
taxi-row <box>20 881 246 892</box>
text-wedding-9: Ο ΔΗΜΗΤΡΙΟΣ ΧΡΙΣΤΟΜΑΝΟΣ του Τραϊανού και της Δέσποινας και η ΕΙΡΗΝΗ ΠΑΠΑΔΟΠΟΥΛΟΥ, μέλλουν να τελέσουν τον γάμον των εν Θεσσαλονίκη. <box>1214 634 1387 692</box>
taxi-phone-number: 34-150 <box>213 858 246 869</box>
taxi-station-name: Συκιές <box>20 880 50 891</box>
column-5 <box>993 28 1200 2303</box>
taxi-row <box>20 903 246 914</box>
taxi-phone-number: 34-280 <box>213 737 246 748</box>
